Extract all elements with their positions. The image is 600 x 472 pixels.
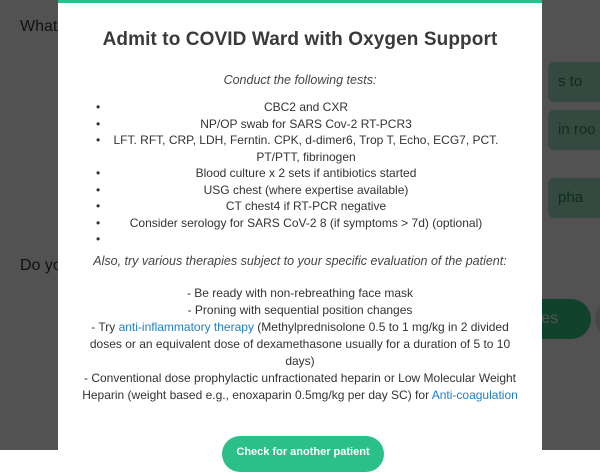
test-item: • Blood culture x 2 sets if antibiotics started [96, 166, 417, 180]
tests-intro: Conduct the following tests: [223, 73, 377, 87]
test-item: • LFT. RFT, CRP, LDH, Ferntin. CPK, d-dimer6, Trop T, Echo, ECG7, PCT. PT/PTT, fibrinogen [96, 133, 499, 164]
bullet: • [96, 166, 101, 180]
bullet: • [96, 133, 101, 147]
tests-list [58, 99, 542, 247]
therapy-intro: Also, try various therapies subject to your specific evaluation of the patient: [93, 254, 507, 268]
test-item: • CT chest4 if RT-PCR negative [96, 199, 387, 213]
bullet: • [96, 182, 101, 197]
test-item: • Consider serology for SARS CoV-2 8 (if symptoms > 7d) (optional) [96, 215, 483, 230]
test-item: • CBC2 and CXR [96, 100, 349, 114]
bullet: • [96, 116, 101, 131]
test-item: • NP/OP swab for SARS Cov-2 RT-PCR3 [96, 116, 412, 131]
anti-inflammatory-therapy-link[interactable]: anti-inflammatory therapy [118, 320, 254, 334]
therapy-item: - Conventional dose prophylactic unfractionated heparin or Low Molecular Weight Heparin (weight based e.g., enoxaparin 0.5mg/kg per day SC) for Anti-coagulation [82, 371, 518, 402]
therapy-item: - Try anti-inflammatory therapy (Methylprednisolone 0.5 to 1 mg/kg in 2 divided doses or an equivalent dose of dexamethasone usually for a duration of 5 to 10 days) [89, 320, 511, 368]
therapy-item: - Proning with sequential position changes [187, 303, 413, 317]
bullet: • [96, 100, 101, 114]
bullet: • [96, 199, 101, 213]
test-item: • USG chest (where expertise available) [96, 182, 409, 197]
therapy-list [58, 285, 542, 404]
check-another-patient-button[interactable]: Check for another patient [222, 436, 384, 472]
anti-coagulation-link[interactable]: Anti-coagulation [431, 388, 518, 402]
therapy-item: - Be ready with non-rebreathing face mask [186, 286, 414, 300]
test-item [58, 231, 542, 247]
modal-title: Admit to COVID Ward with Oxygen Support [102, 29, 498, 50]
bullet: • [96, 232, 101, 246]
recommendation-modal [58, 0, 542, 470]
bullet: • [96, 215, 101, 230]
